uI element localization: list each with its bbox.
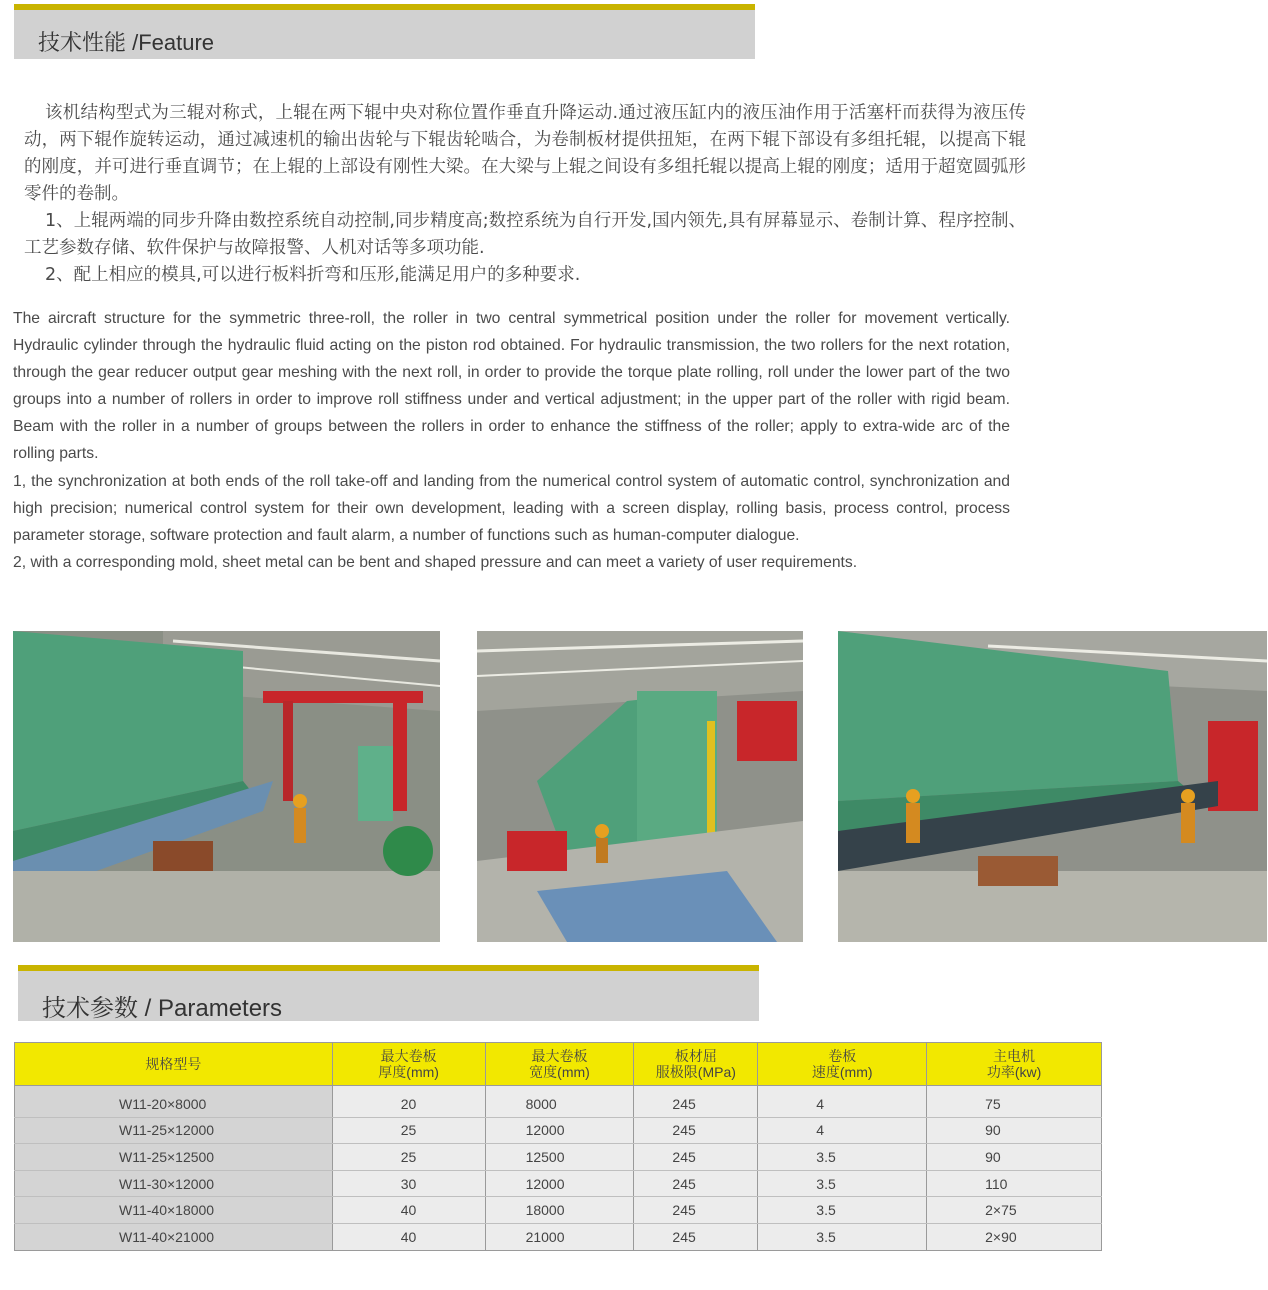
header-max-width: 最大卷板 宽度(mm) [485,1043,634,1086]
roller-machine-photo-center [477,631,803,942]
factory-photo-illustration [838,631,1267,942]
en-paragraph: 2, with a corresponding mold, sheet metal can be bent and shaped pressure and can meet a variety of user requirements. [13,553,858,571]
header-max-thickness: 最大卷板 厚度(mm) [332,1043,485,1086]
en-paragraph: 1, the synchronization at both ends of the roll take-off and landing from the numerical control system of automatic control, synchronization and high precision; numerical control system for their own development, leading with a screen display, rolling basis, process control, process parameter storage, software protection and fault alarm, a number of functions such as human-computer dialogue. [13,472,1010,544]
table-row: W11-40×18000 40 18000 245 3.5 2×75 [15,1197,1102,1224]
header-motor-power: 主电机 功率(kw) [927,1043,1102,1086]
parameters-title: 技术参数 / Parameters [42,995,283,1022]
table-row: W11-40×21000 40 21000 245 3.5 2×90 [15,1223,1102,1250]
table-row: W11-30×12000 30 12000 245 3.5 110 [15,1170,1102,1197]
table-row: W11-25×12500 25 12500 245 3.5 90 [15,1144,1102,1171]
header-yield-limit: 板材屈 服极限(MPa) [634,1043,758,1086]
feature-section-header [14,4,755,59]
feature-description-cn [24,100,1026,289]
header-rolling-speed: 卷板 速度(mm) [758,1043,927,1086]
en-paragraph: The aircraft structure for the symmetric three-roll, the roller in two central symmetrical position under the roller for movement vertically. Hydraulic cylinder through the hydraulic fluid acting on the piston rod obtained. For hydraulic transmission, the two rollers for the next rotation, through the gear reducer output gear meshing with the next roll, in order to provide the torque plate rolling, roll under the lower part of the two groups into a number of rollers in order to improve roll stiffness under and vertical adjustment; in the upper part of the roller with rigid beam. Beam with the roller in a number of groups between the rollers in order to enhance the stiffness of the roller; apply to extra-wide arc of the rolling parts. [13,310,1010,463]
parameters-table [14,1042,1102,1251]
table-row: W11-25×12000 25 12000 245 4 90 [15,1117,1102,1144]
factory-photo-illustration [477,631,803,942]
table-row: W11-20×8000 20 8000 245 4 75 [15,1091,1102,1117]
cn-paragraph: 1、上辊两端的同步升降由数控系统自动控制,同步精度高;数控系统为自行开发,国内领先,具有屏幕显示、卷制计算、程序控制、工艺参数存储、软件保护与故障报警、人机对话等多项功能. [24,211,1026,258]
parameters-section-header [18,965,759,1021]
roller-machine-photo-left [13,631,440,942]
table-header-row [15,1043,1102,1086]
factory-photo-illustration [13,631,440,942]
roller-machine-photo-right [838,631,1267,942]
feature-description-en [13,305,1010,576]
header-model: 规格型号 [15,1043,333,1086]
feature-title: 技术性能 /Feature [38,30,215,55]
cn-paragraph: 2、配上相应的模具,可以进行板料折弯和压形,能满足用户的多种要求. [45,265,581,285]
cn-paragraph: 该机结构型式为三辊对称式，上辊在两下辊中央对称位置作垂直升降运动.通过液压缸内的液压油作用于活塞杆而获得为液压传动，两下辊作旋转运动，通过减速机的输出齿轮与下辊齿轮啮合，为卷制板材提供扭矩，在两下辊下部设有多组托辊，以提高下辊的刚度，并可进行垂直调节；在上辊的上部设有刚性大梁。在大梁与上辊之间设有多组托辊以提高上辊的刚度；适用于超宽圆弧形零件的卷制。 [24,103,1026,204]
